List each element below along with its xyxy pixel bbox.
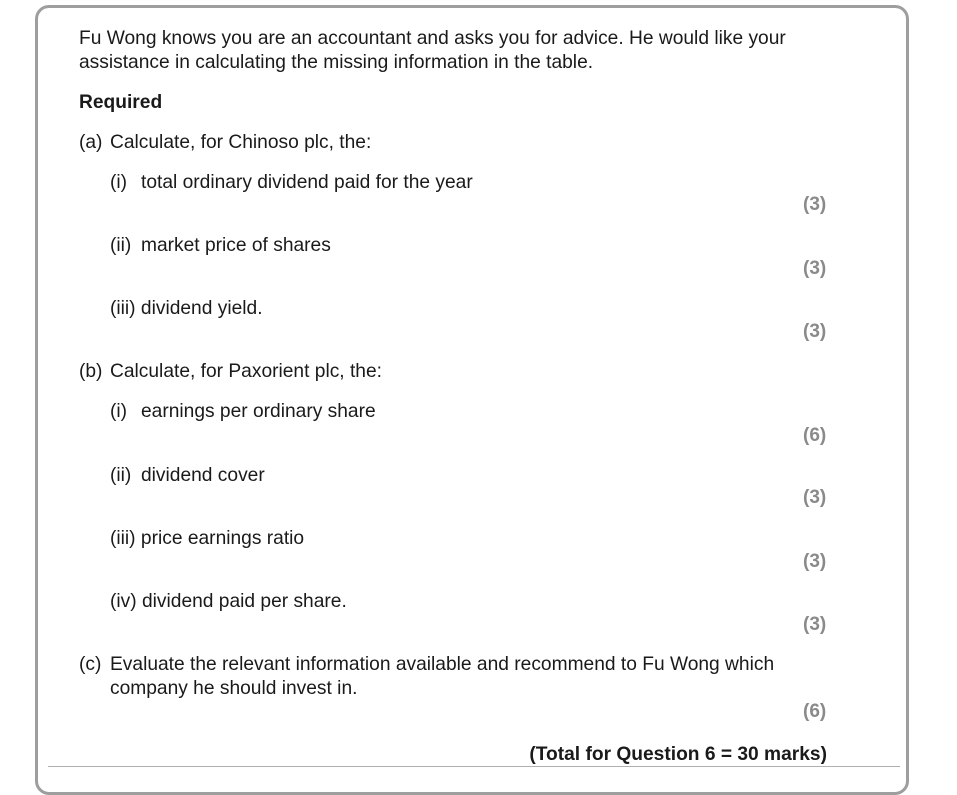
part-c-number: (c)	[79, 654, 102, 675]
part-a-item-i	[110, 171, 473, 195]
marks-b-i: (6)	[803, 425, 827, 446]
item-text: price earnings ratio	[140, 528, 305, 549]
item-text: earnings per ordinary share	[141, 401, 376, 422]
item-text: dividend paid per share.	[141, 591, 347, 612]
item-text: dividend cover	[141, 465, 265, 486]
marks-a-iii: (3)	[803, 321, 827, 342]
part-c-line-1	[79, 653, 774, 677]
item-text: market price of shares	[141, 235, 331, 256]
part-c-line-2: company he should invest in.	[110, 678, 358, 699]
part-a-number: (a)	[79, 132, 103, 153]
marks-b-iv: (3)	[803, 614, 827, 635]
part-b-heading	[79, 360, 382, 384]
item-number: (iii)	[110, 298, 136, 319]
item-text: total ordinary dividend paid for the year	[141, 172, 473, 193]
marks-a-ii: (3)	[803, 258, 827, 279]
part-a-heading	[79, 131, 371, 155]
item-number: (i)	[110, 172, 128, 193]
part-b-number: (b)	[79, 361, 103, 382]
marks-c: (6)	[803, 701, 827, 722]
part-a-text: Calculate, for Chinoso plc, the:	[110, 132, 372, 153]
item-text: dividend yield.	[140, 298, 263, 319]
intro-line-1: Fu Wong knows you are an accountant and asks you for advice. He would like your	[79, 28, 786, 49]
part-b-item-i	[110, 400, 376, 424]
required-heading: Required	[79, 92, 163, 113]
bottom-divider	[48, 766, 900, 767]
item-number: (ii)	[110, 235, 132, 256]
part-c-text: Evaluate the relevant information available and recommend to Fu Wong which	[110, 654, 775, 675]
part-b-item-iv	[110, 590, 347, 614]
intro-line-2: assistance in calculating the missing information in the table.	[79, 52, 594, 73]
marks-b-ii: (3)	[803, 487, 827, 508]
item-number: (ii)	[110, 465, 132, 486]
marks-b-iii: (3)	[803, 551, 827, 572]
part-a-item-iii	[110, 297, 263, 321]
item-number: (iv)	[110, 591, 137, 612]
part-b-item-ii	[110, 464, 265, 488]
item-number: (i)	[110, 401, 128, 422]
part-b-item-iii	[110, 527, 304, 551]
part-a-item-ii	[110, 234, 331, 258]
item-number: (iii)	[110, 528, 136, 549]
marks-a-i: (3)	[803, 194, 827, 215]
part-b-text: Calculate, for Paxorient plc, the:	[110, 361, 382, 382]
question-total: (Total for Question 6 = 30 marks)	[529, 744, 827, 765]
